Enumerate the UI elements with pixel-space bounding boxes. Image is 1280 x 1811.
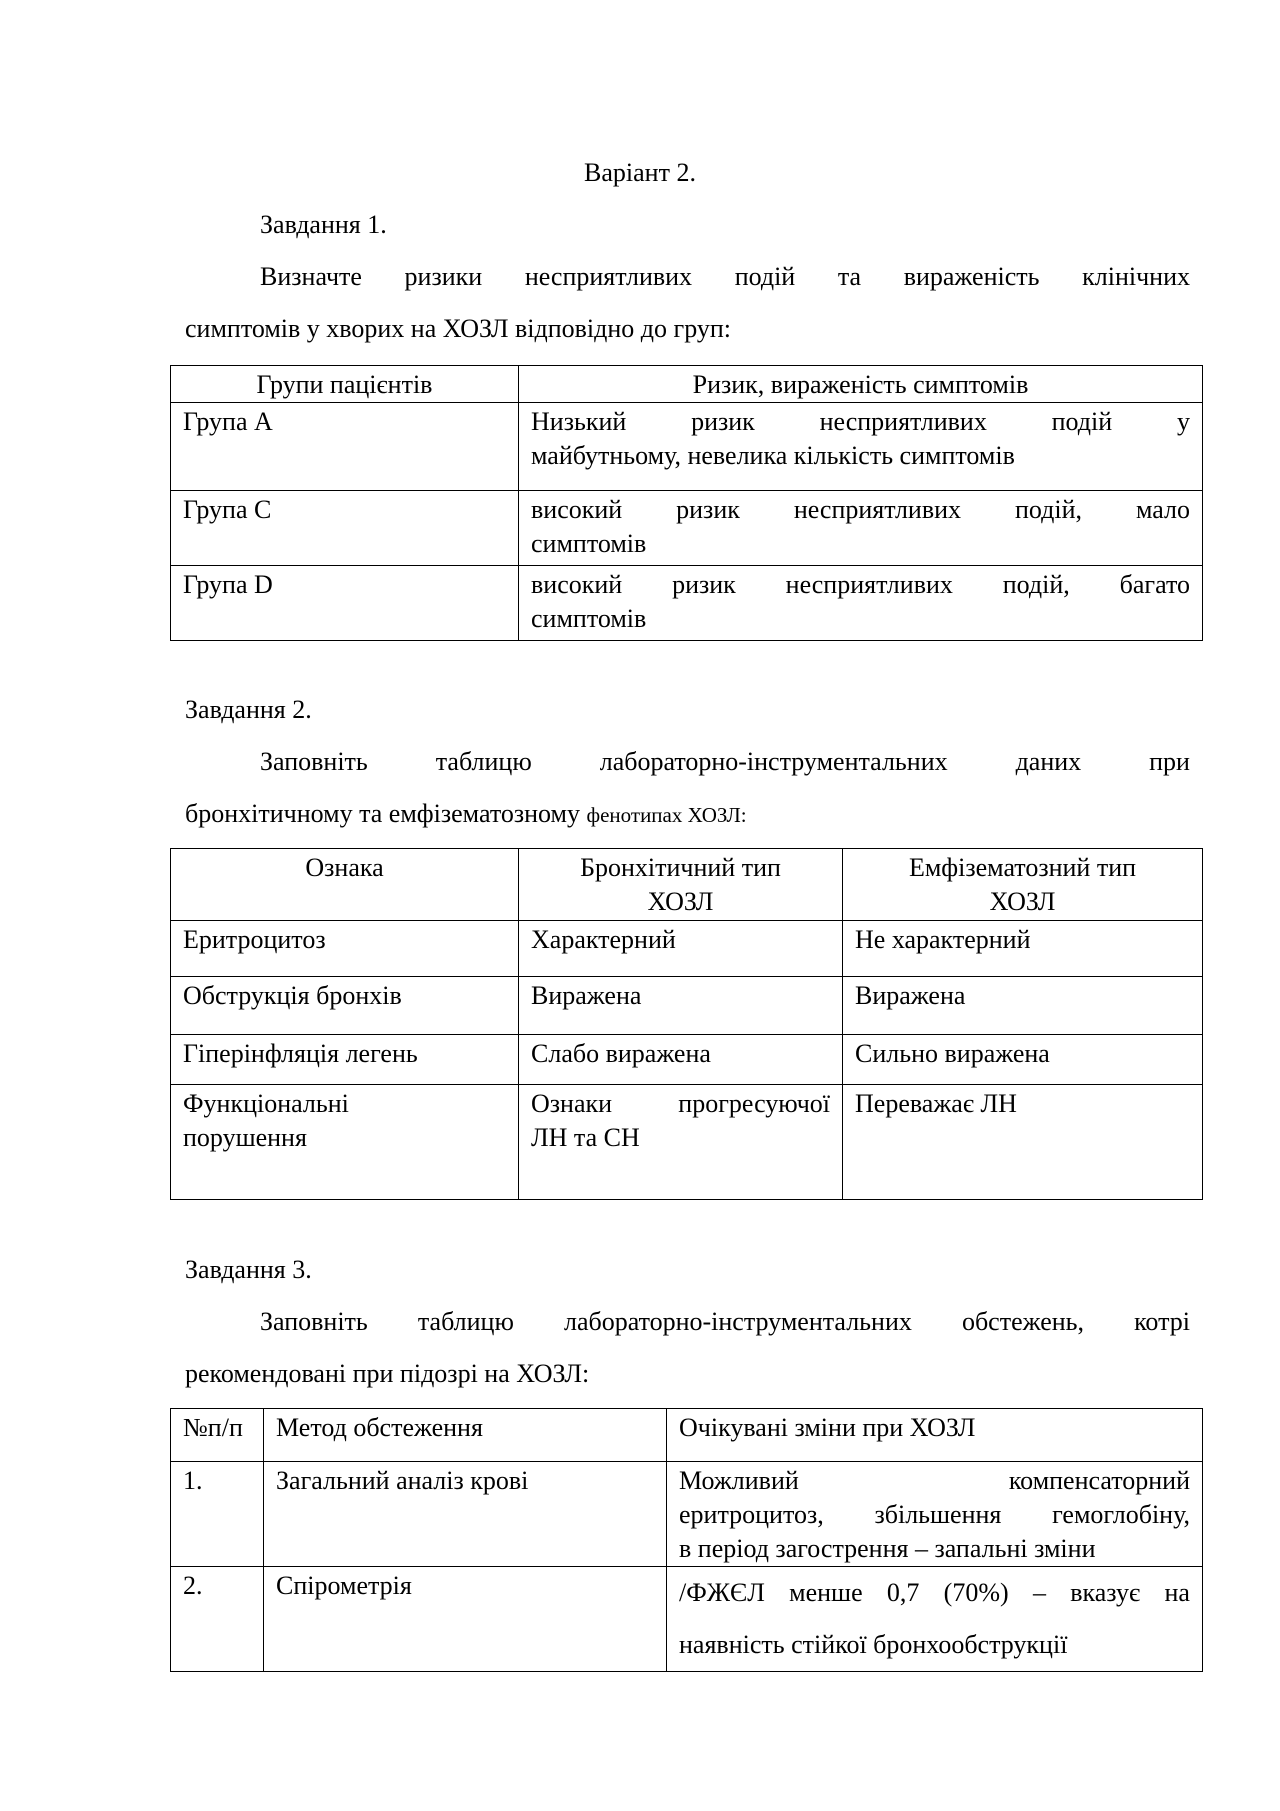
task2-intro-line1 <box>260 747 1190 777</box>
emph-cell: Не характерний <box>843 921 1203 977</box>
table-row <box>171 1085 1203 1200</box>
word: котрі <box>1134 1307 1190 1336</box>
sign-line: Функціональні <box>183 1089 349 1118</box>
task1-intro-line2: симптомів у хворих на ХОЗЛ відповідно до груп: <box>185 314 731 343</box>
sign-line: порушення <box>183 1123 307 1152</box>
word: менше <box>789 1578 863 1607</box>
word: несприятливих <box>785 570 953 599</box>
risk-cell <box>519 403 1203 491</box>
risk-line1 <box>531 568 1190 602</box>
header-num: №п/п <box>171 1409 264 1462</box>
document-title: Варіант 2. <box>584 158 696 187</box>
word: ризики <box>404 262 483 291</box>
word: таблицю <box>435 747 532 776</box>
word: ризик <box>672 570 736 599</box>
bronch-cell: Слабо виражена <box>519 1035 843 1085</box>
intro-main: бронхітичному та емфізематозному <box>185 799 580 828</box>
header-line: ХОЗЛ <box>989 887 1056 916</box>
word: подій, <box>1014 495 1083 524</box>
table-header-row <box>171 1409 1203 1462</box>
emph-cell: Переважає ЛН <box>843 1085 1203 1200</box>
word: високий <box>531 495 623 524</box>
word: на <box>1164 1578 1190 1607</box>
change-line1 <box>679 1464 1190 1498</box>
header-groups: Групи пацієнтів <box>171 366 519 403</box>
change-cell <box>667 1567 1203 1672</box>
word: збільшення <box>874 1500 1002 1529</box>
change-line3: в період загострення – запальні зміни <box>679 1534 1096 1563</box>
word: лабораторно-інструментальних <box>599 747 948 776</box>
task1-intro-line1 <box>260 262 1190 292</box>
word: у <box>1176 407 1190 436</box>
task3-heading: Завдання 3. <box>185 1255 312 1284</box>
table-header-row <box>171 366 1203 403</box>
table-row <box>171 921 1203 977</box>
word: подій, <box>1002 570 1070 599</box>
word: 0,7 <box>886 1578 920 1607</box>
sign-cell <box>171 1085 519 1200</box>
bronch-cell <box>519 1085 843 1200</box>
word: прогресуючої <box>678 1089 830 1118</box>
word: при <box>1149 747 1190 776</box>
word: ризик <box>691 407 755 436</box>
risk-line1 <box>531 405 1190 439</box>
bronch-line1 <box>531 1087 830 1121</box>
table-row <box>171 566 1203 641</box>
word: таблицю <box>417 1307 514 1336</box>
word: Можливий <box>679 1466 799 1495</box>
group-cell: Група С <box>171 491 519 566</box>
num-cell: 1. <box>171 1462 264 1567</box>
sign-cell: Гіперінфляція легень <box>171 1035 519 1085</box>
word: обстежень, <box>961 1307 1085 1336</box>
word: Заповніть <box>260 747 368 776</box>
task3-table <box>170 1408 1203 1672</box>
change-line2 <box>679 1498 1190 1532</box>
header-line: ХОЗЛ <box>647 887 714 916</box>
word: Заповніть <box>260 1307 368 1336</box>
table-row <box>171 1462 1203 1567</box>
header-sign <box>171 849 519 921</box>
task1-heading: Завдання 1. <box>260 210 387 239</box>
change-line1 <box>679 1567 1190 1619</box>
bronch-cell: Виражена <box>519 977 843 1035</box>
header-line: Емфізематозний тип <box>908 853 1137 882</box>
word: вираженість <box>903 262 1040 291</box>
table-row <box>171 1567 1203 1672</box>
table-row <box>171 977 1203 1035</box>
risk-line2: симптомів <box>531 529 647 558</box>
word: /ФЖЄЛ <box>679 1578 765 1607</box>
word: подій <box>1051 407 1113 436</box>
risk-line2: симптомів <box>531 604 647 633</box>
table-row <box>171 1035 1203 1085</box>
word: багато <box>1119 570 1190 599</box>
num-cell: 2. <box>171 1567 264 1672</box>
word: даних <box>1015 747 1082 776</box>
word: (70%) <box>943 1578 1009 1607</box>
word: компенсаторний <box>1008 1466 1190 1495</box>
header-risk: Ризик, вираженість симптомів <box>519 366 1203 403</box>
word: гемоглобіну, <box>1052 1500 1190 1529</box>
word: та <box>837 262 862 291</box>
header-line: Ознака <box>305 853 384 882</box>
word: еритроцитоз, <box>679 1500 824 1529</box>
word: клінічних <box>1082 262 1190 291</box>
risk-cell <box>519 491 1203 566</box>
word: несприятливих <box>524 262 693 291</box>
header-method: Метод обстеження <box>264 1409 667 1462</box>
word: несприятливих <box>819 407 987 436</box>
header-emph <box>843 849 1203 921</box>
word: Низький <box>531 407 627 436</box>
risk-cell <box>519 566 1203 641</box>
group-cell: Група D <box>171 566 519 641</box>
method-cell: Спірометрія <box>264 1567 667 1672</box>
table-header-row <box>171 849 1203 921</box>
sign-cell: Обструкція бронхів <box>171 977 519 1035</box>
risk-line2: майбутньому, невелика кількість симптомів <box>531 441 1015 470</box>
header-change: Очікувані зміни при ХОЗЛ <box>667 1409 1203 1462</box>
word: несприятливих <box>793 495 962 524</box>
risk-line1 <box>531 493 1190 527</box>
word: Визначте <box>260 262 362 291</box>
header-line: Бронхітичний тип <box>580 853 781 882</box>
word: – <box>1032 1578 1046 1607</box>
emph-cell: Сильно виражена <box>843 1035 1203 1085</box>
change-line2: наявність стійкої бронхообструкції <box>679 1630 1068 1659</box>
method-cell: Загальний аналіз крові <box>264 1462 667 1567</box>
bronch-cell: Характерний <box>519 921 843 977</box>
word: подій <box>734 262 796 291</box>
intro-small: фенотипах ХОЗЛ: <box>586 803 747 827</box>
word: вказує <box>1070 1578 1141 1607</box>
word: мало <box>1135 495 1190 524</box>
emph-cell: Виражена <box>843 977 1203 1035</box>
group-cell: Група А <box>171 403 519 491</box>
word: ризик <box>676 495 740 524</box>
change-cell <box>667 1462 1203 1567</box>
word: лабораторно-інструментальних <box>563 1307 912 1336</box>
task2-table <box>170 848 1203 1200</box>
task3-intro-line1 <box>260 1307 1190 1337</box>
sign-cell: Еритроцитоз <box>171 921 519 977</box>
table-row <box>171 491 1203 566</box>
bronch-line2: ЛН та СН <box>531 1123 640 1152</box>
task1-table <box>170 365 1203 641</box>
word: Ознаки <box>531 1089 613 1118</box>
task2-heading: Завдання 2. <box>185 695 312 724</box>
table-row <box>171 403 1203 491</box>
header-bronch <box>519 849 843 921</box>
task3-intro-line2: рекомендовані при підозрі на ХОЗЛ: <box>185 1359 590 1388</box>
task2-intro-line2 <box>185 799 747 830</box>
word: високий <box>531 570 623 599</box>
